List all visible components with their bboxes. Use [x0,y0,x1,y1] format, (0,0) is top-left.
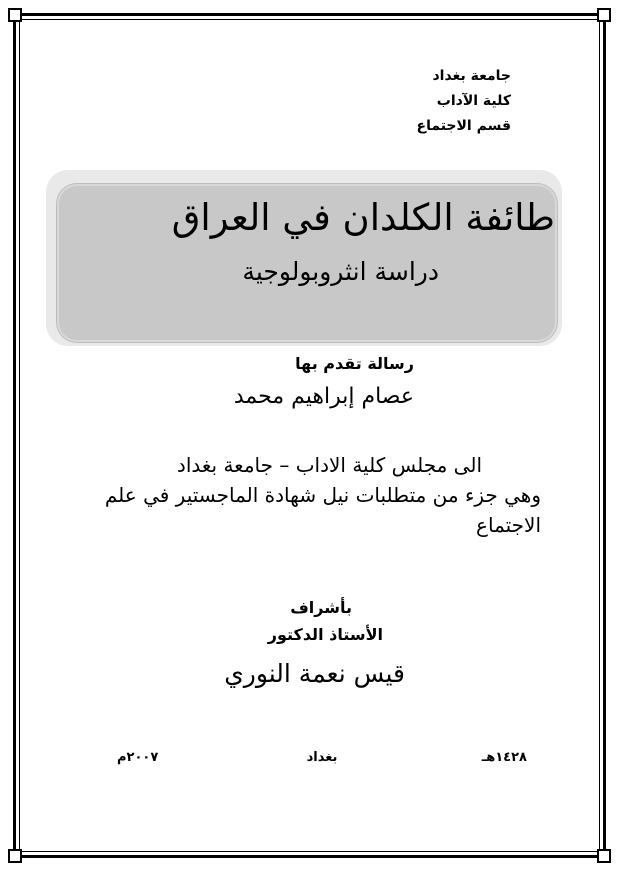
department-name: قسم الاجتماع [416,118,511,134]
supervisor-title: الأستاذ الدكتور [267,625,383,644]
page-border-inner [19,19,600,852]
border-corner-ornament [8,8,22,22]
council-line: الى مجلس كلية الاداب – جامعة بغداد [176,453,482,477]
supervision-label: بأشراف [290,598,352,617]
author-name: عصام إبراهيم محمد [233,384,414,409]
supervisor-name: قيس نعمة النوري [224,659,405,688]
thesis-subtitle: دراسة انثروبولوجية [242,257,439,286]
city: بغداد [306,750,338,765]
university-name: جامعة بغداد [432,68,511,84]
degree-purpose: وهي جزء من متطلبات نيل شهادة الماجستير في علم الاجتماع [104,483,541,537]
gregorian-year: ٢٠٠٧م [117,750,159,765]
thesis-title: طائفة الكلدان في العراق [171,196,555,239]
border-corner-ornament [597,849,611,863]
submission-intro: رسالة تقدم بها [295,354,414,373]
border-corner-ornament [597,8,611,22]
hijri-year: ١٤٢٨هـ [481,750,527,765]
border-corner-ornament [8,849,22,863]
institution-header [311,64,511,139]
college-name: كلية الآداب [436,93,511,109]
